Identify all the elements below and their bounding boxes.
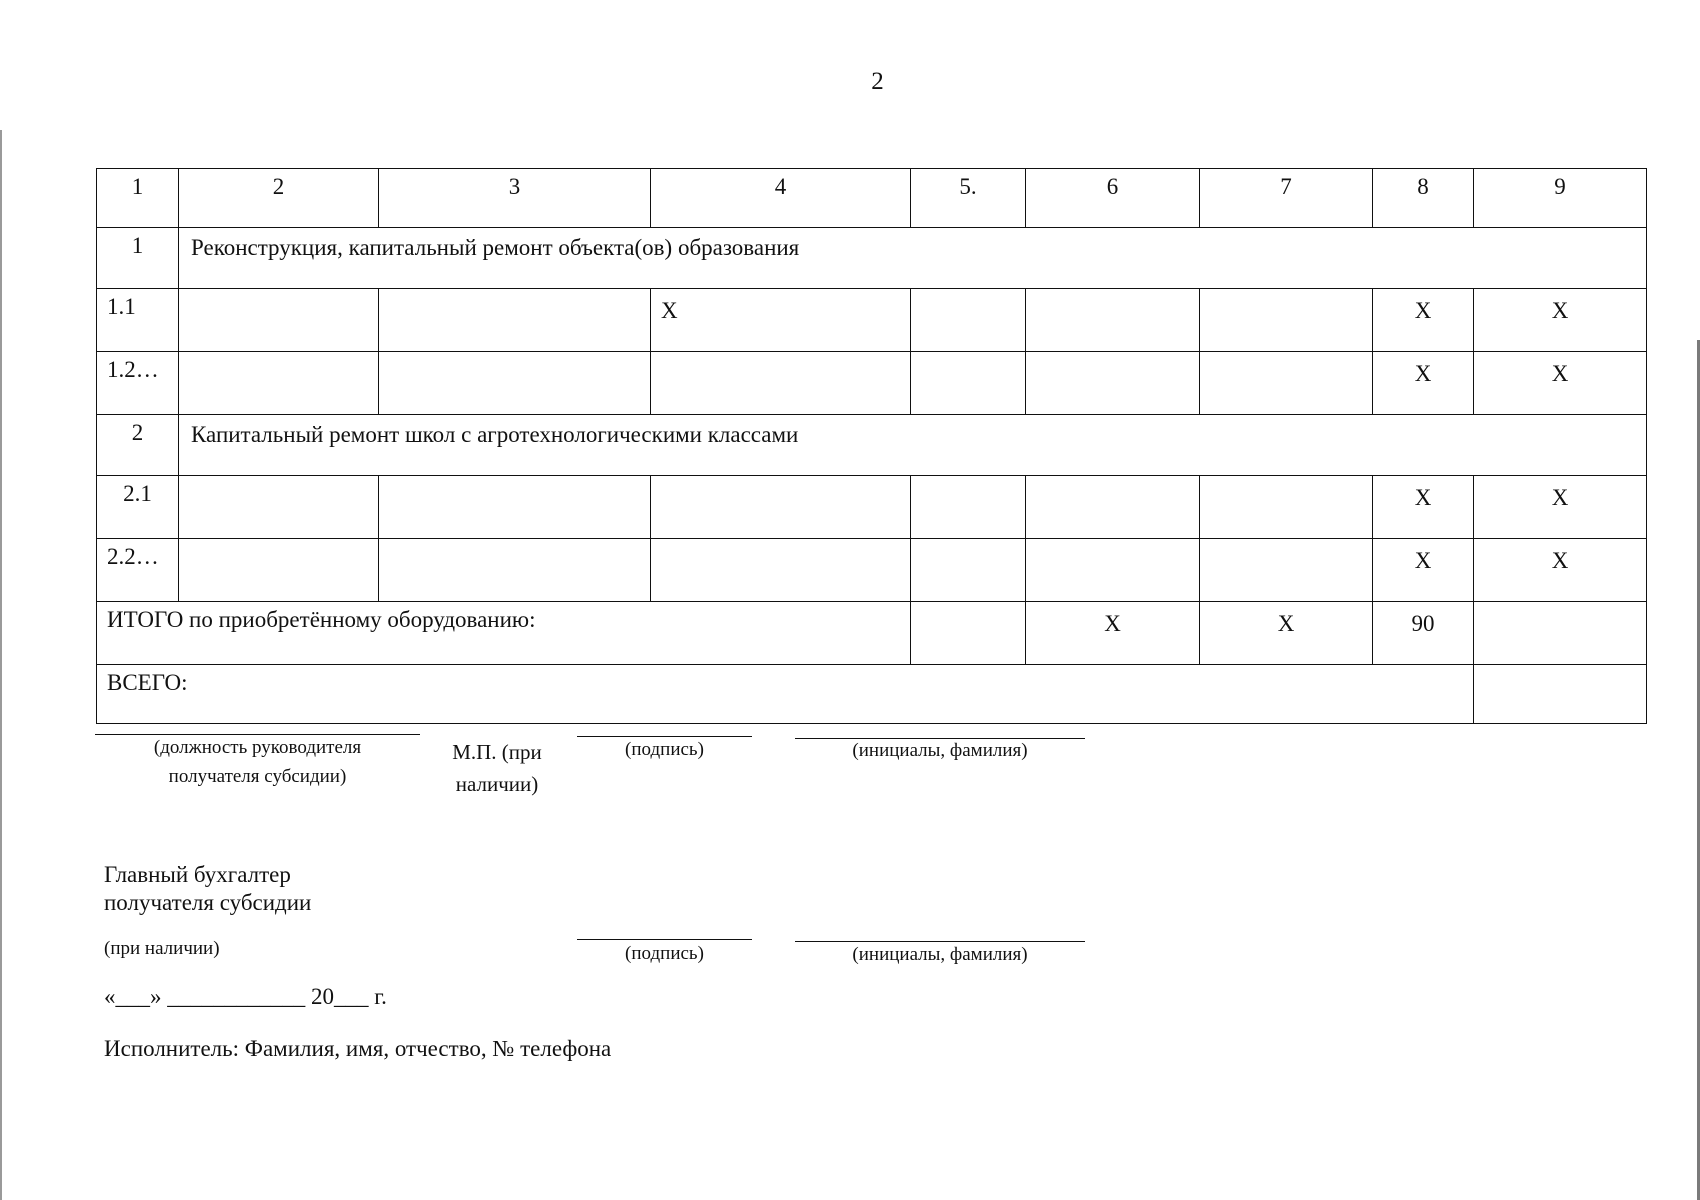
signature-caption: (подпись) xyxy=(625,739,704,760)
itogo-row xyxy=(97,602,1647,665)
subsidy-table xyxy=(96,168,1647,724)
cell-empty xyxy=(911,289,1026,352)
row-number: 1.2… xyxy=(97,352,179,415)
cell-empty xyxy=(379,289,651,352)
cell-empty xyxy=(1474,665,1647,724)
section-number: 1 xyxy=(97,228,179,289)
header-cell-6: 6 xyxy=(1026,169,1200,228)
section-title: Реконструкция, капитальный ремонт объекта(ов) образования xyxy=(179,228,1647,289)
table-row-1-1 xyxy=(97,289,1647,352)
cell-empty xyxy=(911,352,1026,415)
cell-empty xyxy=(179,476,379,539)
cell-empty xyxy=(379,476,651,539)
accountant-title-line2: получателя субсидии xyxy=(104,890,312,915)
cell-x-mark: X xyxy=(651,289,911,352)
accountant-note: (при наличии) xyxy=(104,938,220,959)
cell-empty xyxy=(179,539,379,602)
vsego-row xyxy=(97,665,1647,724)
name-caption: (инициалы, фамилия) xyxy=(852,740,1028,761)
cell-empty xyxy=(1026,289,1200,352)
cell-x-mark: X xyxy=(1373,289,1474,352)
page-number: 2 xyxy=(871,68,884,95)
itogo-label: ИТОГО по приобретённому оборудованию: xyxy=(97,602,911,665)
cell-empty xyxy=(911,602,1026,665)
header-cell-9: 9 xyxy=(1474,169,1647,228)
cell-empty xyxy=(1200,476,1373,539)
header-cell-2: 2 xyxy=(179,169,379,228)
cell-x-mark: X xyxy=(1474,539,1647,602)
cell-empty xyxy=(379,352,651,415)
header-cell-4: 4 xyxy=(651,169,911,228)
header-cell-8: 8 xyxy=(1373,169,1474,228)
cell-empty xyxy=(911,539,1026,602)
cell-empty xyxy=(1026,476,1200,539)
stamp-caption: М.П. (при наличии) xyxy=(452,740,542,796)
cell-empty xyxy=(651,352,911,415)
name-caption: (инициалы, фамилия) xyxy=(852,944,1028,965)
header-cell-1: 1 xyxy=(97,169,179,228)
section-row-2 xyxy=(97,415,1647,476)
cell-x-mark: X xyxy=(1373,476,1474,539)
cell-empty xyxy=(379,539,651,602)
row-number: 2.1 xyxy=(97,476,179,539)
cell-empty xyxy=(651,539,911,602)
table-header-row xyxy=(97,169,1647,228)
date-line: «___» ____________ 20___ г. xyxy=(104,984,387,1009)
cell-x-mark: X xyxy=(1026,602,1200,665)
cell-empty xyxy=(1200,289,1373,352)
executor-line: Исполнитель: Фамилия, имя, отчество, № телефона xyxy=(104,1036,612,1061)
cell-empty xyxy=(911,476,1026,539)
cell-x-mark: X xyxy=(1373,352,1474,415)
position-caption: (должность руководителя получателя субсидии) xyxy=(153,737,362,787)
scan-left-edge xyxy=(0,130,2,1200)
cell-x-mark: X xyxy=(1474,476,1647,539)
section-number: 2 xyxy=(97,415,179,476)
table-row-2-1 xyxy=(97,476,1647,539)
section-title: Капитальный ремонт школ с агротехнологическими классами xyxy=(179,415,1647,476)
cell-x-mark: X xyxy=(1373,539,1474,602)
cell-empty xyxy=(179,289,379,352)
cell-empty xyxy=(1474,602,1647,665)
header-cell-3: 3 xyxy=(379,169,651,228)
cell-empty xyxy=(1026,539,1200,602)
signature-caption: (подпись) xyxy=(625,943,704,964)
vsego-label: ВСЕГО: xyxy=(97,665,1474,724)
row-number: 2.2… xyxy=(97,539,179,602)
row-number: 1.1 xyxy=(97,289,179,352)
header-cell-5: 5. xyxy=(911,169,1026,228)
table-row-1-2 xyxy=(97,352,1647,415)
itogo-value: 90 xyxy=(1373,602,1474,665)
header-cell-7: 7 xyxy=(1200,169,1373,228)
cell-empty xyxy=(651,476,911,539)
accountant-title-line1: Главный бухгалтер xyxy=(104,862,291,887)
cell-x-mark: X xyxy=(1474,352,1647,415)
cell-empty xyxy=(1200,352,1373,415)
table-row-2-2 xyxy=(97,539,1647,602)
cell-x-mark: X xyxy=(1474,289,1647,352)
cell-empty xyxy=(1026,352,1200,415)
section-row-1 xyxy=(97,228,1647,289)
cell-empty xyxy=(179,352,379,415)
cell-x-mark: X xyxy=(1200,602,1373,665)
cell-empty xyxy=(1200,539,1373,602)
